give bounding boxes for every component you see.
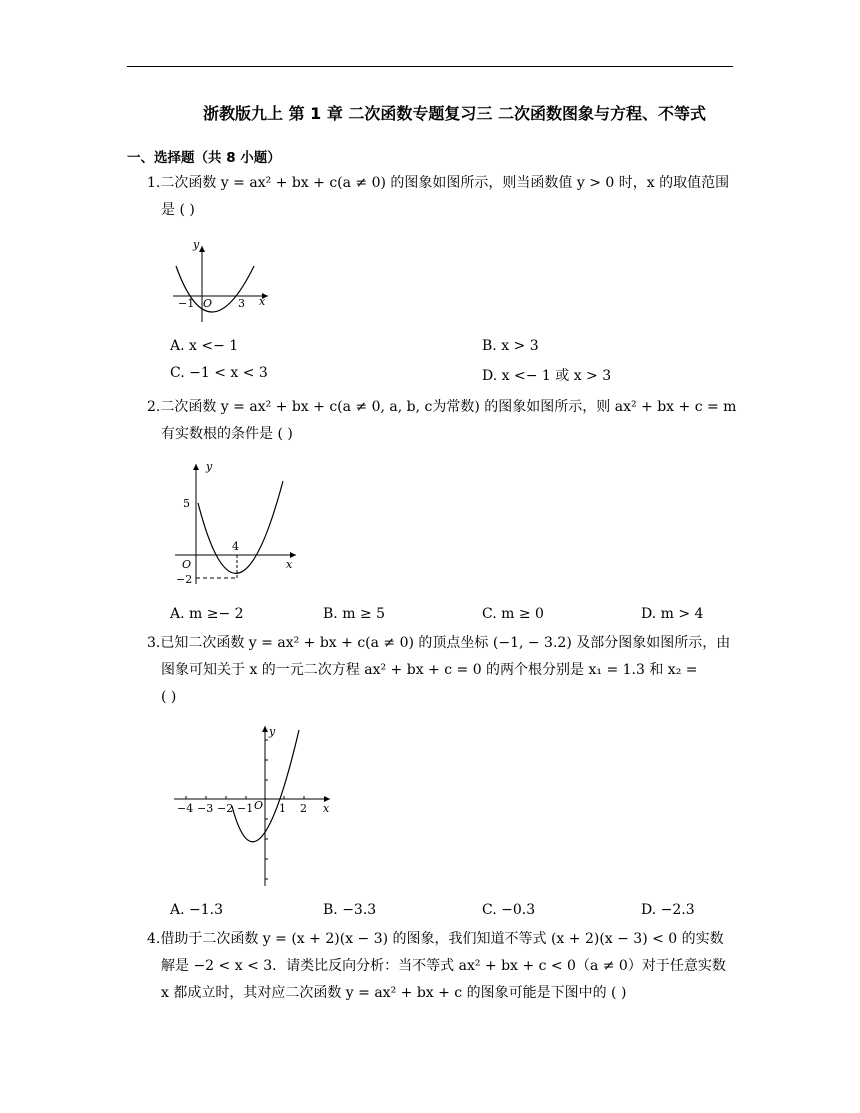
y-axis-label: y bbox=[193, 238, 200, 251]
tick-label: −3 bbox=[197, 802, 214, 815]
page-title: 浙教版九上 第 1 章 二次函数专题复习三 二次函数图象与方程、不等式 bbox=[203, 104, 706, 123]
question-text: 借助于二次函数 y = (x + 2)(x − 3) 的图象，我们知道不等式 (x + 2)(x − 3) < 0 的实数 bbox=[160, 931, 724, 947]
tick-label: 1 bbox=[279, 802, 286, 815]
y-axis-label: y bbox=[206, 460, 213, 473]
x-axis-label: x bbox=[286, 558, 293, 571]
origin-label: O bbox=[254, 799, 264, 812]
question-4 bbox=[147, 926, 737, 1007]
origin-label: O bbox=[182, 558, 192, 571]
question-text: 二次函数 y = ax² + bx + c(a ≠ 0, a, b, c为常数) 的图象如图所示，则 ax² + bx + c = m bbox=[160, 399, 737, 415]
tick-label: −1 bbox=[237, 802, 254, 815]
option-d[interactable]: D. m > 4 bbox=[641, 606, 704, 622]
option-d[interactable]: D. x <− 1 或 x > 3 bbox=[482, 368, 612, 384]
question-text: 已知二次函数 y = ax² + bx + c(a ≠ 0) 的顶点坐标 (−1, − 3.2) 及部分图象如图所示，由 bbox=[160, 635, 731, 651]
figure-q3 bbox=[168, 720, 338, 888]
option-b[interactable]: B. −3.3 bbox=[323, 902, 377, 918]
question-text: 二次函数 y = ax² + bx + c(a ≠ 0) 的图象如图所示，则当函数值 y > 0 时，x 的取值范围 bbox=[160, 175, 730, 191]
question-number: 2. bbox=[147, 399, 161, 415]
option-c[interactable]: C. m ≥ 0 bbox=[482, 606, 544, 622]
question-number: 1. bbox=[147, 175, 161, 191]
y-axis-arrow bbox=[199, 246, 205, 252]
option-c[interactable]: C. −1 < x < 3 bbox=[170, 365, 268, 381]
option-d[interactable]: D. −2.3 bbox=[641, 902, 695, 918]
question-text: 是 ( ) bbox=[161, 202, 195, 218]
y-axis-label: y bbox=[269, 725, 276, 738]
origin-label: O bbox=[203, 297, 213, 310]
question-2 bbox=[147, 394, 737, 448]
option-a[interactable]: A. x <− 1 bbox=[170, 338, 239, 354]
section-heading: 一、选择题（共 8 小题） bbox=[127, 150, 281, 166]
tick-label: −2 bbox=[176, 573, 193, 586]
question-number: 3. bbox=[147, 635, 161, 651]
x-axis-label: x bbox=[259, 295, 266, 308]
header-rule bbox=[127, 66, 733, 67]
question-number: 4. bbox=[147, 931, 161, 947]
y-axis-arrow bbox=[193, 464, 199, 470]
question-text: ( ) bbox=[161, 689, 177, 705]
question-text: 图象可知关于 x 的一元二次方程 ax² + bx + c = 0 的两个根分别是 x₁ = 1.3 和 x₂ = bbox=[161, 662, 698, 678]
tick-label: 4 bbox=[232, 540, 239, 553]
tick-label: −1 bbox=[178, 297, 195, 310]
question-text: x 都成立时，其对应二次函数 y = ax² + bx + c 的图象可能是下图中的 ( ) bbox=[161, 985, 627, 1001]
figure-q2 bbox=[170, 456, 300, 588]
parabola-curve bbox=[198, 481, 283, 573]
option-c[interactable]: C. −0.3 bbox=[482, 902, 536, 918]
y-axis-arrow bbox=[262, 726, 268, 732]
tick-label: −2 bbox=[217, 802, 234, 815]
tick-label: 2 bbox=[300, 802, 307, 815]
question-3 bbox=[147, 630, 737, 711]
option-b[interactable]: B. x > 3 bbox=[482, 338, 539, 354]
x-axis-label: x bbox=[323, 802, 330, 815]
option-b[interactable]: B. m ≥ 5 bbox=[323, 606, 386, 622]
figure-q1 bbox=[168, 236, 278, 324]
option-a[interactable]: A. m ≥− 2 bbox=[170, 606, 244, 622]
question-1 bbox=[147, 170, 737, 224]
question-text: 解是 −2 < x < 3．请类比反向分析：当不等式 ax² + bx + c < 0（a ≠ 0）对于任意实数 bbox=[161, 958, 726, 974]
tick-label: 3 bbox=[238, 297, 245, 310]
tick-label: −4 bbox=[177, 802, 194, 815]
question-text: 有实数根的条件是 ( ) bbox=[161, 426, 293, 442]
option-a[interactable]: A. −1.3 bbox=[170, 902, 224, 918]
tick-label: 5 bbox=[183, 497, 190, 510]
